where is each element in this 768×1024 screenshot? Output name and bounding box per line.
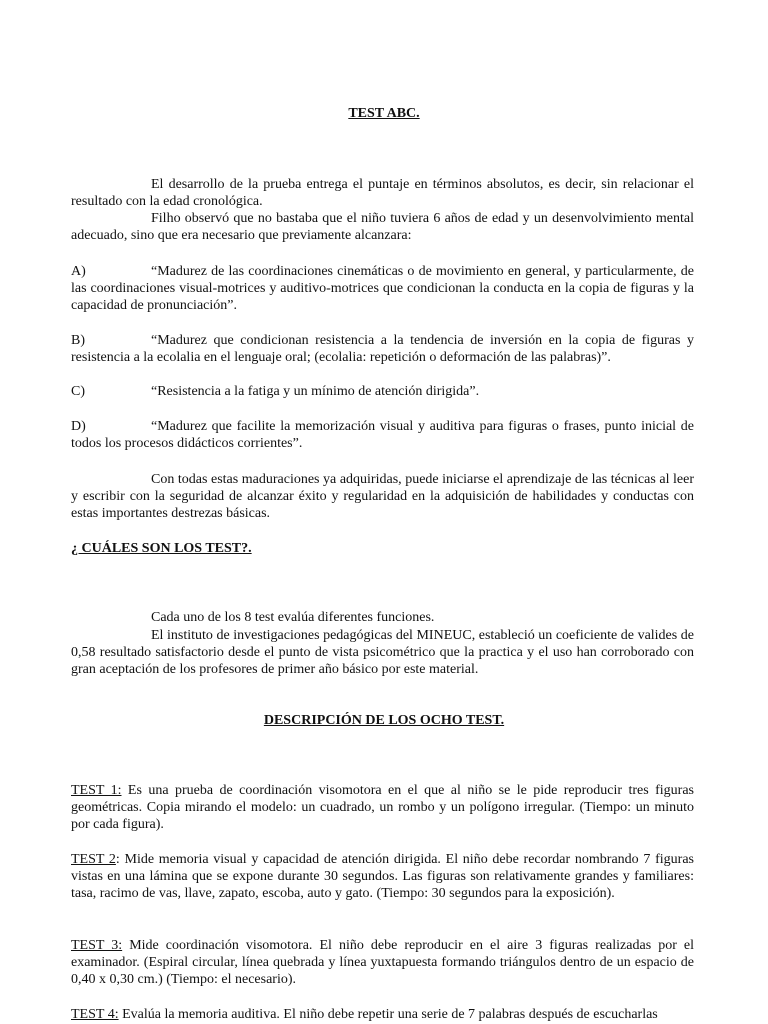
test-1-text: Es una prueba de coordinación visomotora en el que al niño se le pide reproducir tres figuras geométricas. Copia mirando el modelo: un cuadrado, un rombo y un polígono irregular. (Tiempo: un minuto por cada figura). — [71, 783, 694, 832]
document-title: TEST ABC. — [348, 106, 420, 121]
test-4-text: Evalúa la memoria auditiva. El niño debe repetir una serie de 7 palabras después de escucharlas — [118, 1007, 658, 1022]
list-item-marker: D) — [71, 419, 86, 434]
list-item-text: “Resistencia a la fatiga y un mínimo de atención dirigida”. — [151, 384, 480, 399]
section-heading-description: DESCRIPCIÓN DE LOS OCHO TEST. — [263, 713, 505, 728]
list-item-marker: C) — [71, 384, 85, 399]
list-item-text: “Madurez que facilite la memorización visual y auditiva para figuras o frases, punto inicial de todos los procesos didácticos corrientes”. — [71, 419, 694, 451]
list-item-a — [71, 263, 694, 314]
list-item-d — [71, 418, 694, 452]
test-2-paragraph — [71, 851, 694, 902]
test-2-text: : Mide memoria visual y capacidad de atención dirigida. El niño debe recordar nombrando 7 figuras vistas en una lámina que se expone durante 30 segundos. Las figuras son relativamente grandes y familiares: tasa, racimo de vas, llave, zapato, escoba, auto y gato. (Tiempo: 30 segundos para la exposición). — [71, 852, 694, 901]
list-item-b — [71, 332, 694, 366]
list-item-text: “Madurez de las coordinaciones cinemáticas o de movimiento en general, y particularmente, de las coordinaciones visual-motrices y auditivo-motrices que condicionan la conducta en la copia de figuras y la capacidad de pronunciación”. — [71, 264, 694, 313]
intro-paragraph-2: Filho observó que no bastaba que el niño tuviera 6 años de edad y un desenvolvimiento mental adecuado, sino que era necesario que previamente alcanzara: — [71, 211, 694, 243]
list-item-text: “Madurez que condicionan resistencia a la tendencia de inversión en la copia de figuras y resistencia a la ecolalia en el lenguaje oral; (ecolalia: repetición o deformación de las palabras)”. — [71, 333, 694, 365]
test-4-label: TEST 4: — [71, 1007, 119, 1022]
intro-paragraph-1: El desarrollo de la prueba entrega el puntaje en términos absolutos, es decir, sin relacionar el resultado con la edad cronológica. — [71, 177, 694, 209]
test-3-text: Mide coordinación visomotora. El niño debe reproducir en el aire 3 figuras realizadas por el examinador. (Espiral circular, línea quebrada y línea yuxtapuesta formando triángulos dentro de un espacio de 0,40 x 0,30 cm.) (Tiempo: el necesario). — [71, 938, 695, 987]
test-3-paragraph — [71, 937, 694, 988]
list-item-marker: A) — [71, 264, 86, 279]
list-item-c — [71, 383, 694, 400]
section-heading-tests: ¿ CUÁLES SON LOS TEST?. — [71, 541, 252, 556]
test-4-paragraph — [71, 1006, 694, 1023]
section2-paragraph-2: El instituto de investigaciones pedagógicas del MINEUC, estableció un coeficiente de valides de 0,58 resultado satisfactorio desde el punto de vista psicométrico que la practica y el uso han corroborado con gran aceptación de los profesores de primer año básico por este material. — [71, 628, 694, 677]
test-1-paragraph — [71, 782, 694, 833]
section2-paragraph-1: Cada uno de los 8 test evalúa diferentes funciones. — [151, 610, 435, 625]
test-2-label: TEST 2 — [71, 852, 116, 867]
test-3-label: TEST 3: — [71, 938, 123, 953]
test-1-label: TEST 1: — [71, 783, 122, 798]
closing-paragraph: Con todas estas maduraciones ya adquiridas, puede iniciarse el aprendizaje de las técnicas al leer y escribir con la seguridad de alcanzar éxito y regularidad en la adquisición de habilidades y conductas con estas importantes destrezas básicas. — [71, 472, 694, 521]
list-item-marker: B) — [71, 333, 85, 348]
